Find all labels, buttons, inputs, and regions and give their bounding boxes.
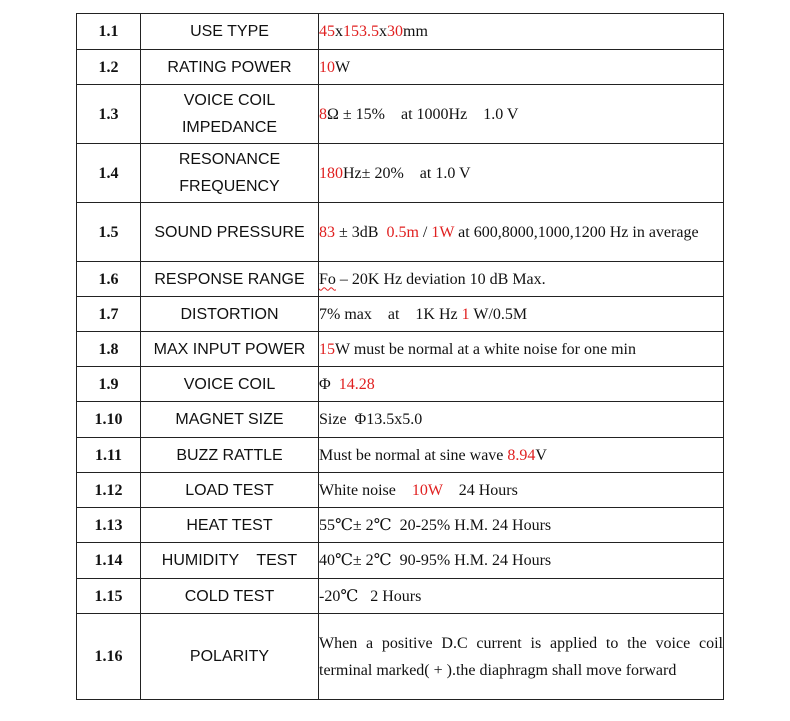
sound-pressure-value [319, 203, 724, 262]
unit: mm [403, 23, 428, 40]
separator: x [379, 23, 387, 40]
row-label [141, 85, 319, 144]
use-type-value [319, 14, 724, 50]
label-line: RESONANCE [178, 151, 281, 168]
table-row [77, 508, 724, 543]
magnet-size-value: Size Φ13.5x5.0 [319, 402, 724, 438]
load-detail: 24 Hours [442, 481, 518, 499]
diameter-value: 14.28 [330, 375, 375, 393]
impedance-detail: Ω ± 15% at 1000Hz 1.0 V [327, 105, 519, 123]
response-range-value [319, 262, 724, 297]
table-row [77, 297, 724, 332]
row-label: VOICE COIL [141, 367, 319, 402]
row-number: 1.2 [77, 50, 141, 85]
row-label: BUZZ RATTLE [141, 438, 319, 473]
rating-power-value [319, 50, 724, 85]
row-label: SOUND PRESSURE [141, 203, 319, 262]
row-number: 1.7 [77, 297, 141, 332]
length-value: 153.5 [343, 23, 379, 40]
row-number: 1.14 [77, 543, 141, 579]
unit: V [535, 446, 547, 464]
row-number: 1.5 [77, 203, 141, 262]
power-value: 1 [461, 305, 470, 323]
table-row [77, 438, 724, 473]
row-number: 1.1 [77, 14, 141, 50]
cold-test-value: -20℃ 2 Hours [319, 579, 724, 614]
row-number: 1.6 [77, 262, 141, 297]
row-label: MAGNET SIZE [141, 402, 319, 438]
row-label: RESPONSE RANGE [141, 262, 319, 297]
separator: / [418, 223, 432, 241]
table-row [77, 332, 724, 367]
load-detail: White noise [319, 481, 412, 499]
row-label: MAX INPUT POWER [141, 332, 319, 367]
frequency-value: 180 [319, 164, 343, 182]
power-value: 10W [411, 481, 443, 499]
distance-value: 0.5m [386, 223, 419, 241]
spl-tolerance: ± 3dB [335, 223, 387, 241]
max-input-detail: W must be normal at a white noise for one min [335, 340, 636, 358]
resonance-value [319, 144, 724, 203]
table-row [77, 144, 724, 203]
unit: W [335, 58, 351, 76]
row-number: 1.3 [77, 85, 141, 144]
table-row [77, 543, 724, 579]
table-row [77, 367, 724, 402]
label-line: IMPEDANCE [181, 119, 278, 136]
height-value: 30 [387, 23, 403, 40]
row-number: 1.16 [77, 614, 141, 700]
row-label: COLD TEST [141, 579, 319, 614]
row-label: USE TYPE [141, 14, 319, 50]
spl-detail: at 600,8000,1000,1200 Hz in average [454, 223, 699, 241]
table-row [77, 85, 724, 144]
label-line: FREQUENCY [179, 178, 280, 195]
distortion-value [319, 297, 724, 332]
power-value: 1W [431, 223, 455, 241]
table-row [77, 473, 724, 508]
table-row [77, 262, 724, 297]
impedance-value [319, 85, 724, 144]
table-row [77, 614, 724, 700]
response-detail: – 20K Hz deviation 10 dB Max. [335, 270, 546, 288]
row-label: RATING POWER [141, 50, 319, 85]
humidity-test-value: 40℃± 2℃ 90-95% H.M. 24 Hours [319, 543, 724, 579]
buzz-rattle-value [319, 438, 724, 473]
row-number: 1.13 [77, 508, 141, 543]
spl-value: 83 [319, 223, 335, 241]
voice-coil-value [319, 367, 724, 402]
buzz-detail: Must be normal at sine wave [319, 446, 508, 464]
separator: x [335, 23, 343, 40]
heat-test-value: 55℃± 2℃ 20-25% H.M. 24 Hours [319, 508, 724, 543]
row-number: 1.11 [77, 438, 141, 473]
row-number: 1.9 [77, 367, 141, 402]
table-row [77, 402, 724, 438]
fo-symbol: Fo [319, 270, 336, 288]
row-label: LOAD TEST [141, 473, 319, 508]
width-value: 45 [319, 23, 335, 40]
row-label: HUMIDITY TEST [141, 543, 319, 579]
polarity-value: When a positive D.C current is applied to the voice coil terminal marked( + ).the diaphragm shall move forward [319, 614, 724, 700]
power-value: 15 [319, 340, 335, 358]
row-label: DISTORTION [141, 297, 319, 332]
power-value: 10 [319, 58, 335, 76]
table-row [77, 203, 724, 262]
table-row [77, 50, 724, 85]
label-line: VOICE COIL [183, 92, 276, 109]
ohm-value: 8 [319, 105, 327, 123]
row-label: POLARITY [141, 614, 319, 700]
load-test-value [319, 473, 724, 508]
spec-table [76, 13, 724, 700]
row-number: 1.10 [77, 402, 141, 438]
row-number: 1.4 [77, 144, 141, 203]
table-row [77, 14, 724, 50]
distortion-detail: 7% max at 1K Hz [319, 305, 462, 323]
diameter-symbol: Φ [319, 375, 331, 393]
max-input-value [319, 332, 724, 367]
row-number: 1.8 [77, 332, 141, 367]
table-row [77, 579, 724, 614]
row-number: 1.15 [77, 579, 141, 614]
voltage-value: 8.94 [507, 446, 536, 464]
row-number: 1.12 [77, 473, 141, 508]
row-label: HEAT TEST [141, 508, 319, 543]
resonance-detail: Hz± 20% at 1.0 V [343, 164, 471, 182]
row-label [141, 144, 319, 203]
distortion-detail: W/0.5M [469, 305, 528, 323]
